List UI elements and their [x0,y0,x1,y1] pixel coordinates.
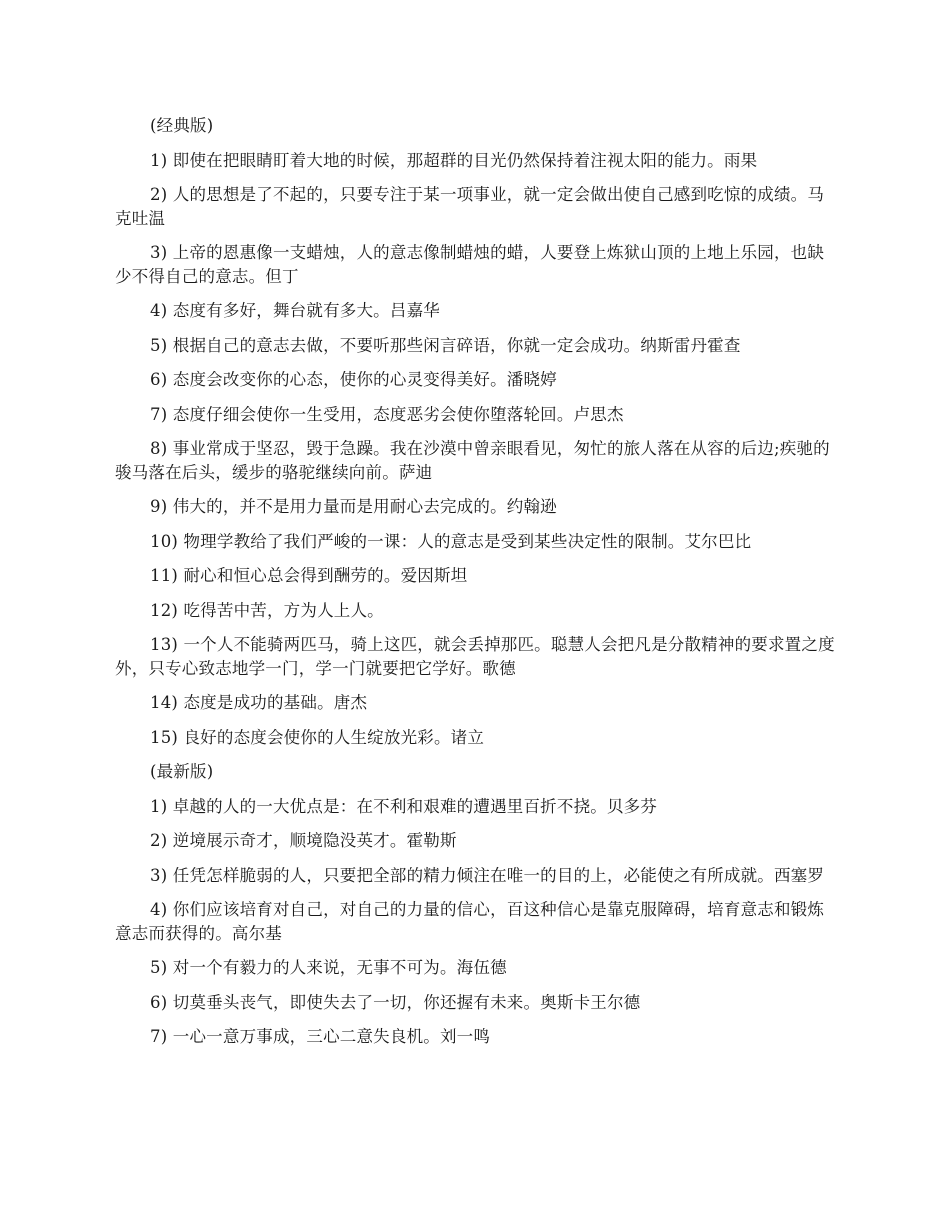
quote-paragraph: 5) 根据自己的意志去做，不要听那些闲言碎语，你就一定会成功。纳斯雷丹霍查 [150,335,741,355]
quote-paragraph: 7) 态度仔细会使你一生受用，态度恶劣会使你堕落轮回。卢思杰 [150,404,624,424]
quote-paragraph: 6) 切莫垂头丧气，即使失去了一切，你还握有未来。奥斯卡王尔德 [150,992,641,1012]
quote-paragraph: 15) 良好的态度会使你的人生绽放光彩。诸立 [150,727,485,747]
quote-paragraph: 10) 物理学教给了我们严峻的一课：人的意志是受到某些决定性的限制。艾尔巴比 [150,531,752,551]
quote-paragraph: 6) 态度会改变你的心态，使你的心灵变得美好。潘晓婷 [150,370,557,389]
quote-paragraph: 5) 对一个有毅力的人来说，无事不可为。海伍德 [150,958,507,977]
quote-paragraph: 11) 耐心和恒心总会得到酬劳的。爱因斯坦 [150,566,468,585]
quote-paragraph: 4) 态度有多好，舞台就有多大。吕嘉华 [150,301,440,320]
document-body [115,114,835,1060]
quote-paragraph: 4) 你们应该培育对自己，对自己的力量的信心，百这种信心是靠克服障碍，培育意志和锻炼意志而获得的。高尔基 [115,900,825,943]
quote-paragraph: 13) 一个人不能骑两匹马，骑上这匹，就会丢掉那匹。聪慧人会把凡是分散精神的要求置之度外，只专心致志地学一门，学一门就要把它学好。歌德 [115,635,835,678]
quote-paragraph: 12) 吃得苦中苦，方为人上人。 [150,600,384,620]
quote-paragraph: 8) 事业常成于坚忍，毁于急躁。我在沙漠中曾亲眼看见，匆忙的旅人落在从容的后边;疾驰的骏马落在后头，缓步的骆驼继续向前。萨迪 [115,439,830,482]
quote-paragraph: 3) 上帝的恩惠像一支蜡烛，人的意志像制蜡烛的蜡，人要登上炼狱山顶的上地上乐园，也缺少不得自己的意志。但丁 [115,243,825,286]
section-heading-classic: (经典版) [150,116,214,135]
quote-paragraph: 9) 伟大的，并不是用力量而是用耐心去完成的。约翰逊 [150,497,557,516]
quote-paragraph: 1) 卓越的人的一大优点是：在不利和艰难的遭遇里百折不挠。贝多芬 [150,796,658,816]
quote-paragraph: 1) 即使在把眼睛盯着大地的时候，那超群的目光仍然保持着注视太阳的能力。雨果 [150,150,758,170]
section-heading-latest: (最新版) [150,762,214,781]
quote-paragraph: 2) 人的思想是了不起的，只要专注于某一项事业，就一定会做出使自己感到吃惊的成绩。马克吐温 [115,185,825,228]
quote-paragraph: 2) 逆境展示奇才，顺境隐没英才。霍勒斯 [150,831,457,850]
quote-paragraph: 3) 任凭怎样脆弱的人，只要把全部的精力倾注在唯一的目的上，必能使之有所成就。西塞罗 [150,865,825,885]
quote-paragraph: 14) 态度是成功的基础。唐杰 [150,693,368,712]
quote-paragraph: 7) 一心一意万事成，三心二意失良机。刘一鸣 [150,1027,491,1046]
